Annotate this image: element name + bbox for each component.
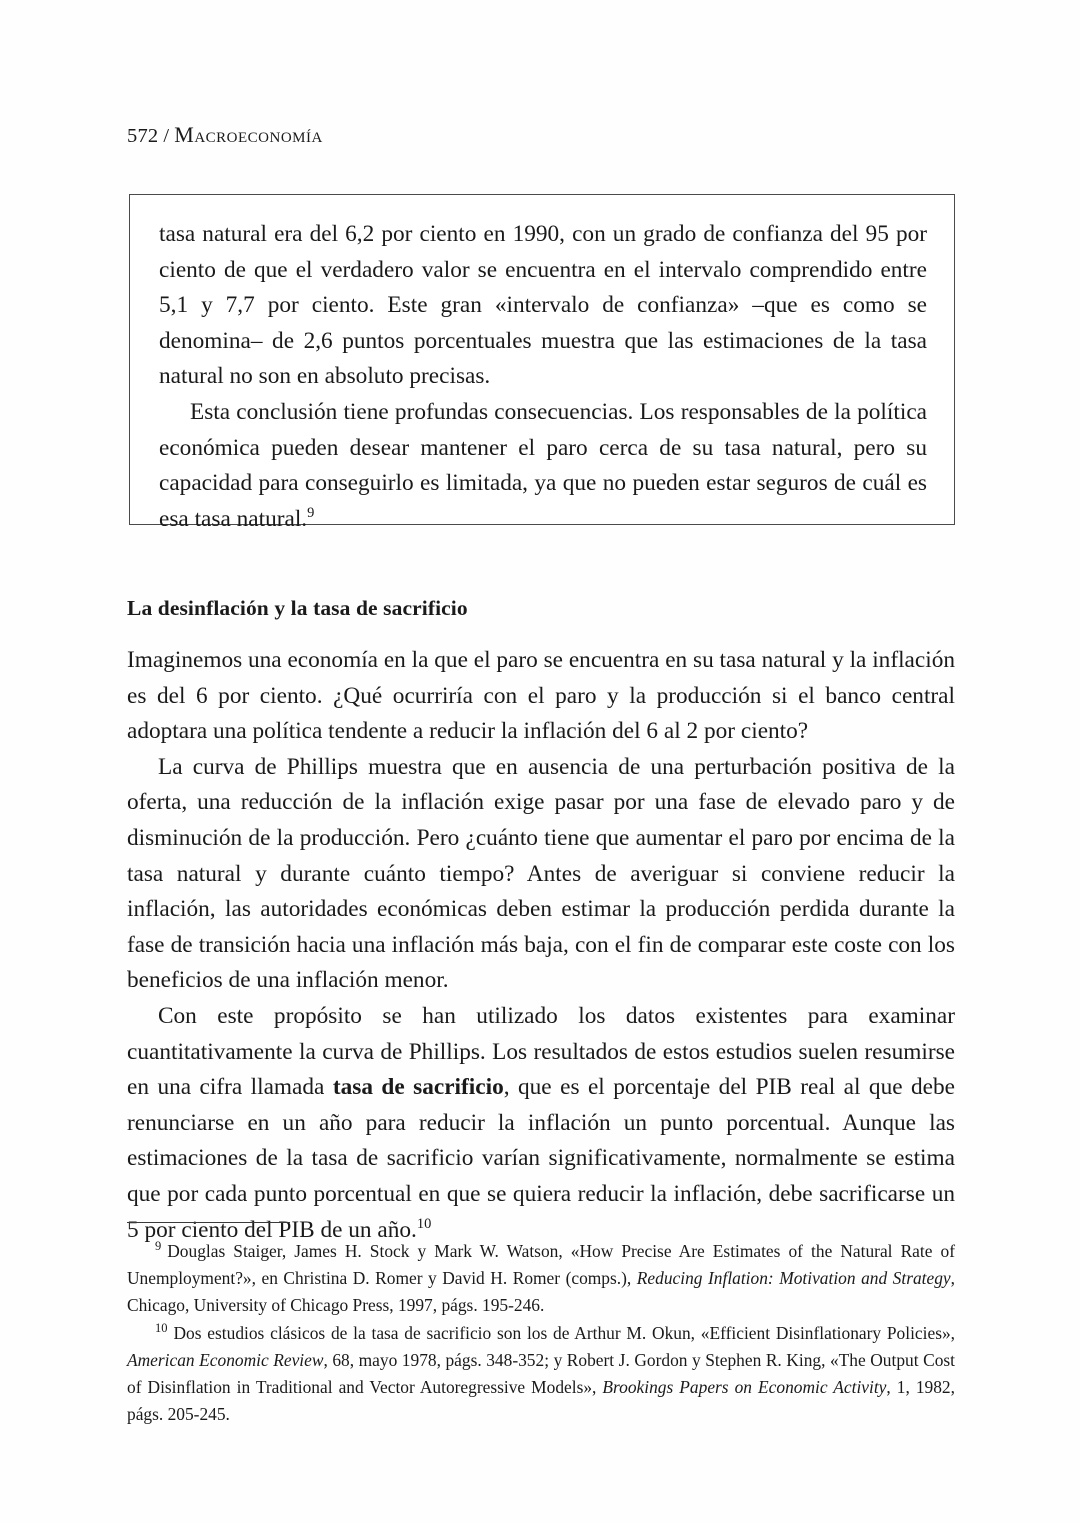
- body-paragraph-3-part-1: Con este propósito se han utilizado los datos existentes para examinar cuantitativamente la curva de Phillips. Los resultados de estos estudios suelen resumirse en una cifra llamada: [127, 1002, 955, 1101]
- footnote-10-text-part-1: Dos estudios clásicos de la tasa de sacrificio son los de Arthur M. Okun, «Efficient Disinflationary Policies»,: [173, 1322, 955, 1343]
- footnote-10-text-part-3: , 1, 1982, págs. 205-245.: [127, 1377, 955, 1425]
- body-paragraph-3: [127, 999, 955, 1248]
- callout-box: [129, 194, 955, 532]
- footnote-10-italic-title-2: Brookings Papers on Economic Activity: [602, 1377, 887, 1398]
- book-title: Macroeconomía: [174, 122, 323, 147]
- running-head: [127, 122, 323, 148]
- callout-paragraph-1: tasa natural era del 6,2 por ciento en 1990, con un grado de confianza del 95 por ciento de que el verdadero valor se encuentra en el intervalo comprendido entre 5,1 y 7,7 por ciento. Este gran «intervalo de confianza» –que es como se denomina– de 2,6 puntos porcentuales muestra que las estimaciones de la tasa natural no son en absoluto precisas.: [159, 221, 927, 390]
- footnote-9-italic-title: Reducing Inflation: Motivation and Strategy: [636, 1268, 951, 1289]
- footnotes-section: [127, 1238, 955, 1428]
- sacrifice-rate-term: tasa de sacrificio: [332, 1074, 504, 1101]
- callout-paragraph-2: [159, 395, 927, 537]
- body-text: [127, 643, 955, 1248]
- body-paragraph-3-part-2: , que es el porcentaje del PIB real al que debe renunciarse en un año para reducir la inflación un punto porcentual. Aunque las estimaciones de la tasa de sacrificio varían significativamente, normalmente se estima que por cada punto porcentual en que se quiera reducir la inflación, debe sacrificarse un 5 por ciento del PIB de un año.: [127, 1074, 955, 1243]
- footnote-9-text-part-2: , Chicago, University of Chicago Press, 1997, págs. 195-246.: [127, 1268, 955, 1316]
- body-paragraph-2: La curva de Phillips muestra que en ausencia de una perturbación positiva de la oferta, una reducción de la inflación exige pasar por una fase de elevado paro y de disminución de la producción. Pero ¿cuánto tiene que aumentar el paro por encima de la tasa natural y durante cuánto tiempo? Antes de averiguar si conviene reducir la inflación, las autoridades económicas deben estimar la producción perdida durante la fase de transición hacia una inflación más baja, con el fin de comparar este coste con los beneficios de una inflación menor.: [127, 753, 955, 994]
- footnote-10-marker: 10: [155, 1320, 168, 1335]
- footnote-9-marker: 9: [155, 1239, 162, 1254]
- callout-box-content: [159, 217, 927, 537]
- footnote-separator-rule: [127, 1222, 290, 1223]
- footnote-10-text-part-2: , 68, mayo 1978, págs. 348-352; y Robert J. Gordon y Stephen R. King, «The Output Cost of Disinflation in Traditional and Vector Autoregressive Models»,: [127, 1349, 955, 1398]
- footnote-9-text-part-1: Douglas Staiger, James H. Stock y Mark W. Watson, «How Precise Are Estimates of the Natural Rate of Unemployment?», en Christina D. Romer y David H. Romer (comps.),: [127, 1241, 955, 1289]
- footnote-10-italic-title-1: American Economic Review: [127, 1349, 324, 1370]
- section-heading: La desinflación y la tasa de sacrificio: [127, 595, 468, 620]
- footnote-10: [127, 1320, 955, 1429]
- callout-paragraph-2-text: Esta conclusión tiene profundas consecuencias. Los responsables de la política económica pueden desear mantener el paro cerca de su tasa natural, pero su capacidad para conseguirlo es limitada, ya que no pueden estar seguros de cuál es esa tasa natural.: [159, 398, 927, 532]
- running-head-separator: /: [163, 125, 170, 147]
- body-footnote-marker: 10: [416, 1215, 432, 1232]
- body-paragraph-1: Imaginemos una economía en la que el paro se encuentra en su tasa natural y la inflación es del 6 por ciento. ¿Qué ocurriría con el paro y la producción si el banco central adoptara una política tendente a reducir la inflación del 6 al 2 por ciento?: [127, 647, 956, 745]
- footnote-9: [127, 1238, 955, 1320]
- page-number: 572: [127, 125, 159, 147]
- callout-footnote-marker: 9: [307, 504, 315, 521]
